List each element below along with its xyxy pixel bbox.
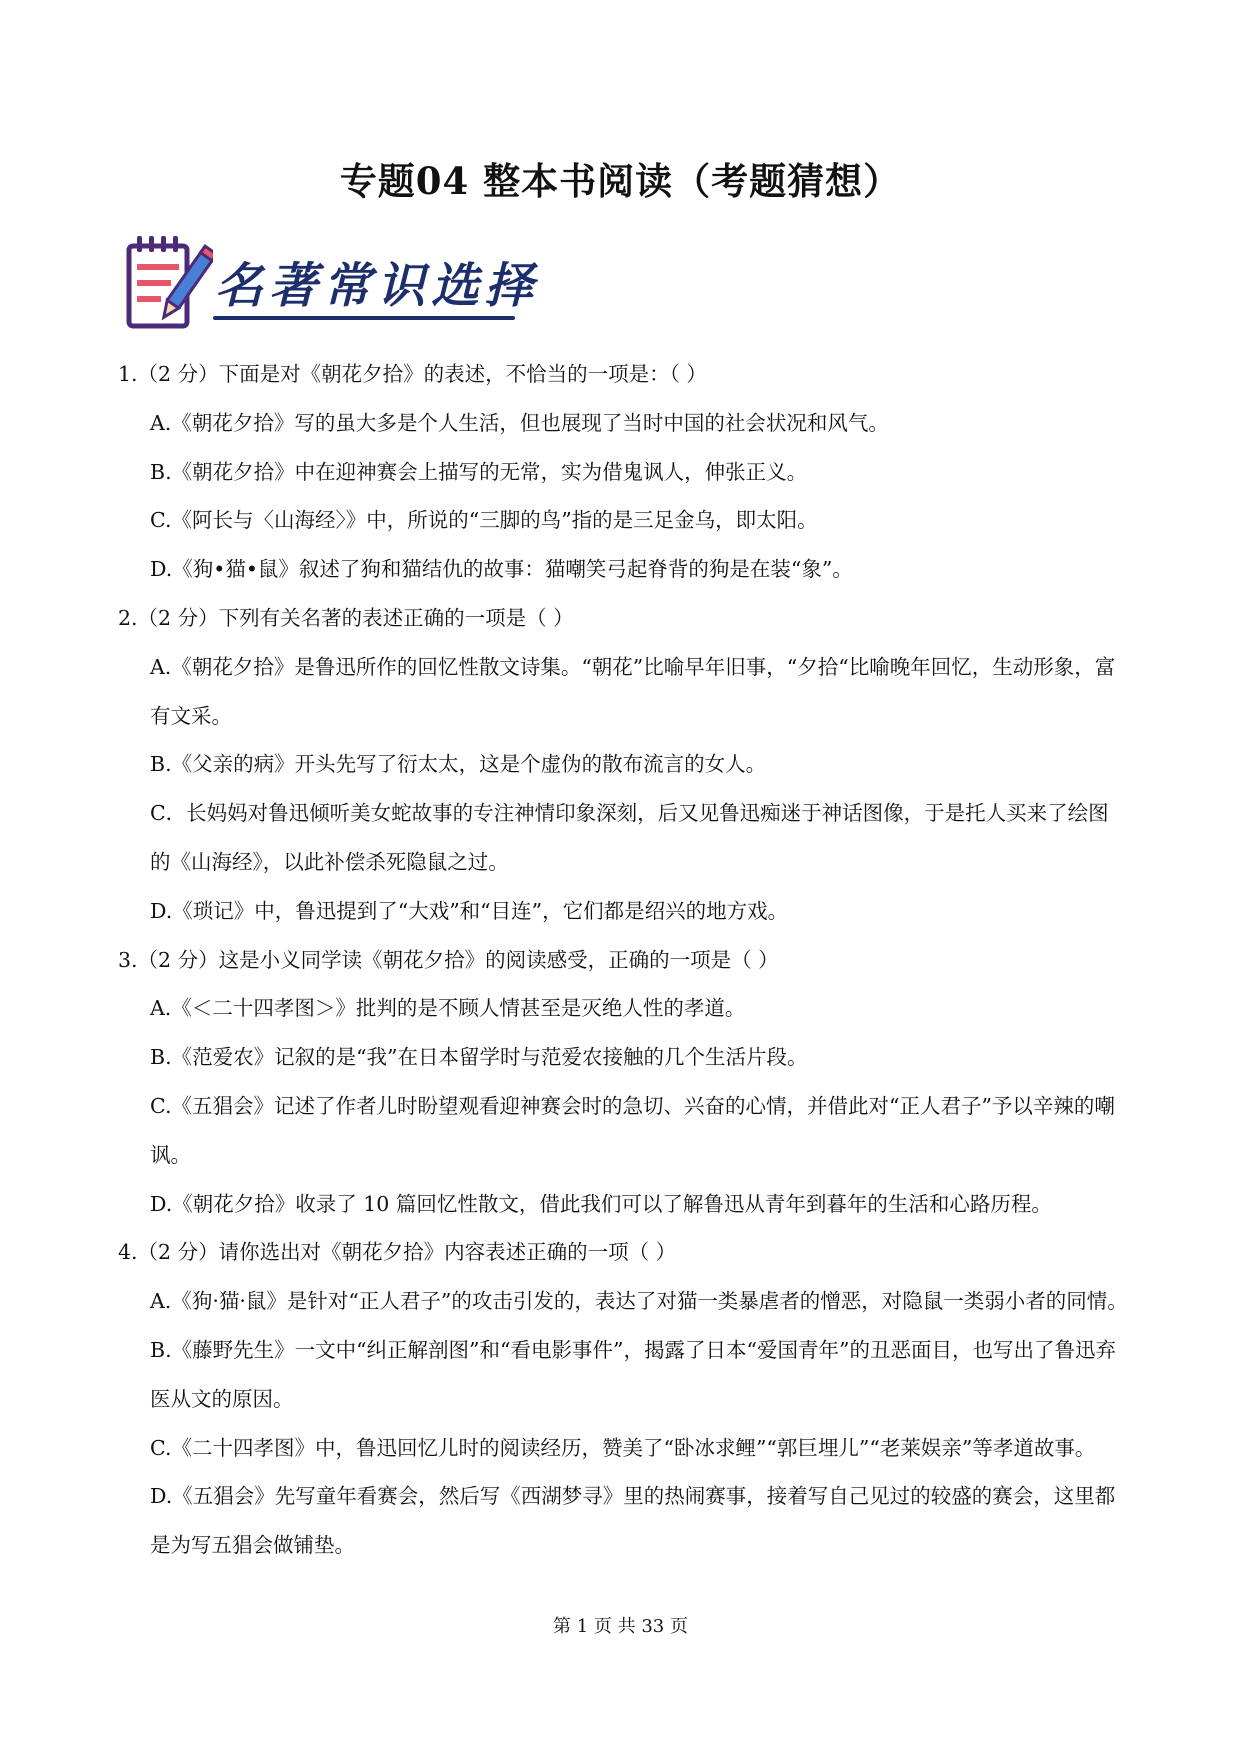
question-stem: 4.（2 分）请你选出对《朝花夕拾》内容表述正确的一项（ ）	[118, 1240, 677, 1265]
question-option: A.《朝花夕拾》是鲁迅所作的回忆性散文诗集。“朝花”比喻早年旧事，“夕拾“比喻晚年回忆，生动形象，富有文采。	[150, 654, 1116, 728]
question-option: C.《五猖会》记述了作者儿时盼望观看迎神赛会时的急切、兴奋的心情，并借此对“正人君子”予以辛辣的嘲讽。	[150, 1093, 1115, 1167]
question-stem: 1.（2 分）下面是对《朝花夕拾》的表述，不恰当的一项是：（ ）	[118, 362, 707, 386]
question-option: D.《狗•猫•鼠》叙述了狗和猫结仇的故事：猫嘲笑弓起脊背的狗是在装“象”。	[150, 557, 853, 582]
question-option: D.《五猖会》先写童年看赛会，然后写《西湖梦寻》里的热闹赛事，接着写自己见过的较盛的赛会，这里都是为写五猖会做铺垫。	[150, 1484, 1116, 1558]
page-title: 专题04 整本书阅读（考题猜想）	[339, 159, 902, 203]
question-stem: 2.（2 分）下列有关名著的表述正确的一项是（ ）	[118, 605, 574, 630]
question-option: B.《藤野先生》一文中“纠正解剖图”和“看电影事件”，揭露了日本“爱国青年”的丑恶面目，也写出了鲁迅弃医从文的原因。	[150, 1337, 1116, 1411]
banner-underline	[213, 316, 515, 320]
question-list	[118, 350, 1128, 1570]
question-option: B.《父亲的病》开头先写了衍太太，这是个虚伪的散布流言的女人。	[150, 752, 767, 777]
question-option: B.《范爱农》记叙的是“我”在日本留学时与范爱农接触的几个生活片段。	[150, 1045, 808, 1070]
question-option: D.《朝花夕拾》收录了 10 篇回忆性散文，借此我们可以了解鲁迅从青年到暮年的生活和心路历程。	[150, 1191, 1052, 1216]
page-footer: 第 1 页 共 33 页	[553, 1616, 688, 1637]
question-option: C.《二十四孝图》中，鲁迅回忆儿时的阅读经历，赞美了“卧冰求鲤”“郭巨埋儿”“老莱娱亲”等孝道故事。	[150, 1435, 1096, 1460]
question-option: B.《朝花夕拾》中在迎神赛会上描写的无常，实为借鬼讽人，伸张正义。	[150, 459, 808, 484]
section-banner	[125, 232, 540, 337]
notepad-pencil-icon	[125, 232, 213, 337]
question-option: C.《阿长与〈山海经〉》中，所说的“三脚的鸟”指的是三足金乌，即太阳。	[150, 508, 818, 533]
question-option: A.《狗·猫·鼠》是针对“正人君子”的攻击引发的，表达了对猫一类暴虐者的憎恶，对隐鼠一类弱小者的同情。	[150, 1289, 1128, 1314]
banner-title: 名著常识选择	[215, 258, 540, 314]
question-stem: 3.（2 分）这是小义同学读《朝花夕拾》的阅读感受，正确的一项是（ ）	[118, 947, 779, 972]
question-option: C．长妈妈对鲁迅倾听美女蛇故事的专注神情印象深刻，后又见鲁迅痴迷于神话图像，于是托人买来了绘图的《山海经》，以此补偿杀死隐鼠之过。	[150, 801, 1109, 874]
question-option: A.《朝花夕拾》写的虽大多是个人生活，但也展现了当时中国的社会状况和风气。	[150, 410, 889, 435]
question-option: D.《琐记》中，鲁迅提到了“大戏”和“目连”，它们都是绍兴的地方戏。	[150, 898, 789, 923]
question-option: A.《＜二十四孝图＞》批判的是不顾人情甚至是灭绝人性的孝道。	[150, 996, 746, 1021]
